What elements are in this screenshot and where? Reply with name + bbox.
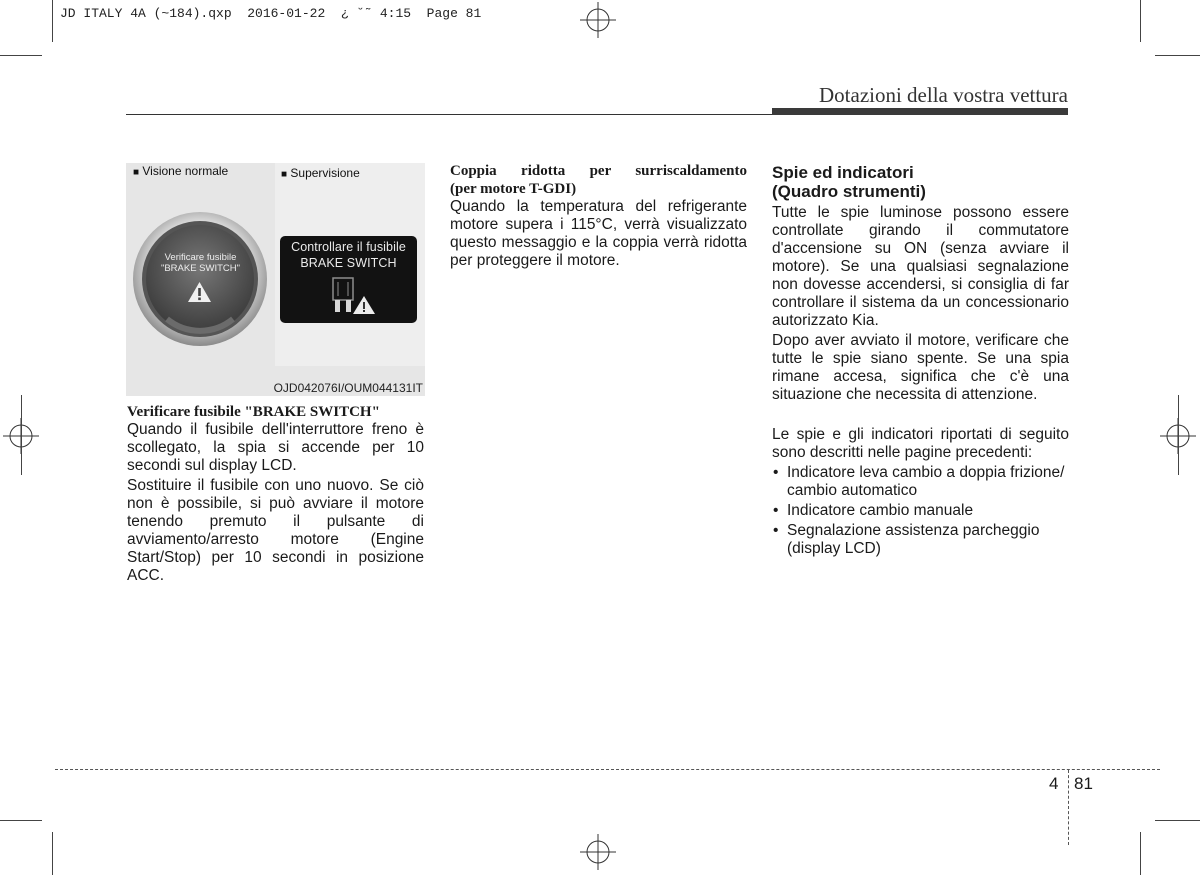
footer-rule	[55, 769, 1160, 770]
page-number: 81	[1074, 774, 1093, 793]
fuse-icon	[325, 277, 377, 319]
list-item: • Indicatore leva cambio a doppia frizione/ cambio automatico	[772, 464, 1069, 500]
indicators-paragraph-2: Dopo aver avviato il motore, verificare che tutte le spie siano spente. Se una spia rimane accesa, significa che c'è una situazione che necessita di attenzione.	[772, 332, 1069, 403]
right-column	[772, 163, 1069, 560]
warning-icon	[187, 281, 212, 303]
list-item: • Indicatore cambio manuale	[772, 502, 1069, 520]
section-title: Dotazioni della vostra vettura	[819, 83, 1068, 107]
header-bar	[772, 108, 1068, 115]
registration-line-right	[1178, 395, 1179, 475]
gauge-message: Verificare fusibile "BRAKE SWITCH"	[160, 252, 241, 274]
lcd-message-line1: Controllare il fusibile	[291, 240, 406, 254]
registration-mark-bottom	[580, 834, 616, 870]
chapter-number: 4	[1049, 774, 1059, 793]
registration-line-left	[21, 395, 22, 475]
label-supervision: ■ Supervisione	[281, 166, 360, 180]
indicators-heading-line1: Spie ed indicatori	[772, 163, 914, 182]
torque-heading-line1: Coppia ridotta per surriscaldamento	[450, 163, 747, 179]
registration-mark-top	[580, 2, 616, 38]
left-column	[127, 403, 424, 585]
list-item: • Segnalazione assistenza parcheggio (display LCD)	[772, 522, 1069, 558]
torque-paragraph: Quando la temperatura del refrigerante motore supera i 115°C, verrà visualizzato questo messaggio e la coppia verrà ridotta per proteggere il motore.	[450, 198, 747, 269]
label-normal-view: ■ Visione normale	[133, 164, 229, 178]
figure-caption: OJD042076I/OUM044131IT	[273, 381, 423, 395]
gauge-cluster-illustration	[132, 211, 269, 348]
indicators-heading-line2: (Quadro strumenti)	[772, 182, 926, 201]
brake-switch-heading: Verificare fusibile "BRAKE SWITCH"	[127, 404, 380, 420]
indicators-paragraph-3: Le spie e gli indicatori riportati di seguito sono descritti nelle pagine precedenti:	[772, 426, 1069, 461]
page-number-separator	[1068, 770, 1069, 845]
torque-heading-line2: (per motore T-GDI)	[450, 181, 577, 197]
print-slug: JD ITALY 4A (~184).qxp 2016-01-22 ¿ ˘˜ 4:15 Page 81	[60, 6, 482, 21]
brake-switch-paragraph-1: Quando il fusibile dell'interruttore freno è scollegato, la spia si accende per 10 secondi sul display LCD.	[127, 421, 424, 474]
instrument-figure	[126, 163, 425, 396]
header-rule	[126, 114, 772, 115]
indicators-paragraph-1: Tutte le spie luminose possono essere controllate girando il commutatore d'accensione su ON (senza avviare il motore). Se una qualsiasi segnalazione non dovesse accendersi, si consiglia di far controllare il sistema da un concessionario autorizzato Kia.	[772, 204, 1069, 329]
lcd-message-line2: BRAKE SWITCH	[300, 256, 397, 270]
indicator-list	[772, 464, 1069, 558]
middle-column	[450, 162, 747, 270]
brake-switch-paragraph-2: Sostituire il fusibile con uno nuovo. Se ciò non è possibile, si può avviare il motore tenendo premuto il pulsante di avviamento/arresto motore (Engine Start/Stop) per 10 secondi in posizione ACC.	[127, 477, 424, 584]
lcd-display	[280, 236, 417, 323]
